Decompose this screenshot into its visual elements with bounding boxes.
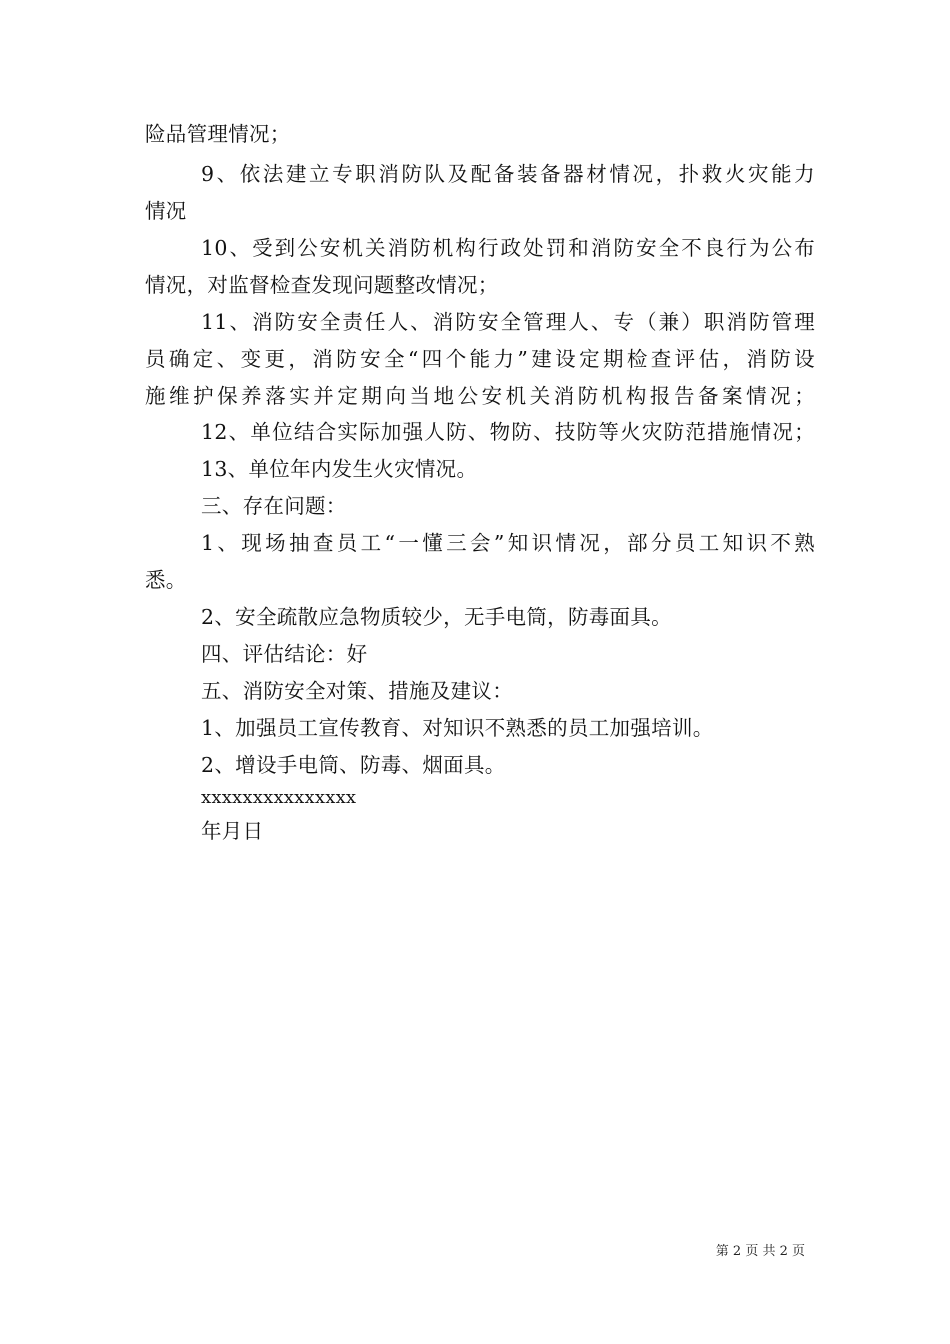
text-line: 施维护保养落实并定期向当地公安机关消防机构报告备案情况；	[145, 384, 815, 408]
text-line: 员确定、变更，消防安全“四个能力”建设定期检查评估，消防设	[145, 347, 815, 371]
text-line: 9、依法建立专职消防队及配备装备器材情况，扑救火灾能力	[201, 162, 815, 186]
section-heading: 五、消防安全对策、措施及建议：	[201, 679, 513, 703]
page-number: 第 2 页 共 2 页	[715, 1244, 805, 1259]
text-line: 险品管理情况；	[145, 122, 291, 146]
text-line: 11、消防安全责任人、消防安全管理人、专（兼）职消防管理	[201, 310, 815, 334]
text-line: 情况，对监督检查发现问题整改情况；	[145, 273, 499, 297]
signature-line: xxxxxxxxxxxxxxx	[201, 787, 357, 808]
text-line: 2、增设手电筒、防毒、烟面具。	[201, 753, 506, 777]
section-heading: 三、存在问题：	[201, 494, 347, 518]
text-line: 12、单位结合实际加强人防、物防、技防等火灾防范措施情况；	[201, 420, 815, 444]
section-heading: 四、评估结论：好	[201, 642, 368, 666]
text-line: 1、加强员工宣传教育、对知识不熟悉的员工加强培训。	[201, 716, 714, 740]
text-line: 2、安全疏散应急物质较少，无手电筒，防毒面具。	[201, 605, 672, 629]
text-line: 13、单位年内发生火灾情况。	[201, 457, 478, 481]
date-line: 年月日	[201, 819, 264, 843]
text-line: 情况	[145, 199, 187, 223]
text-line: 悉。	[145, 568, 187, 592]
text-line: 1、现场抽查员工“一懂三会”知识情况，部分员工知识不熟	[201, 531, 815, 555]
text-line: 10、受到公安机关消防机构行政处罚和消防安全不良行为公布	[201, 236, 815, 260]
